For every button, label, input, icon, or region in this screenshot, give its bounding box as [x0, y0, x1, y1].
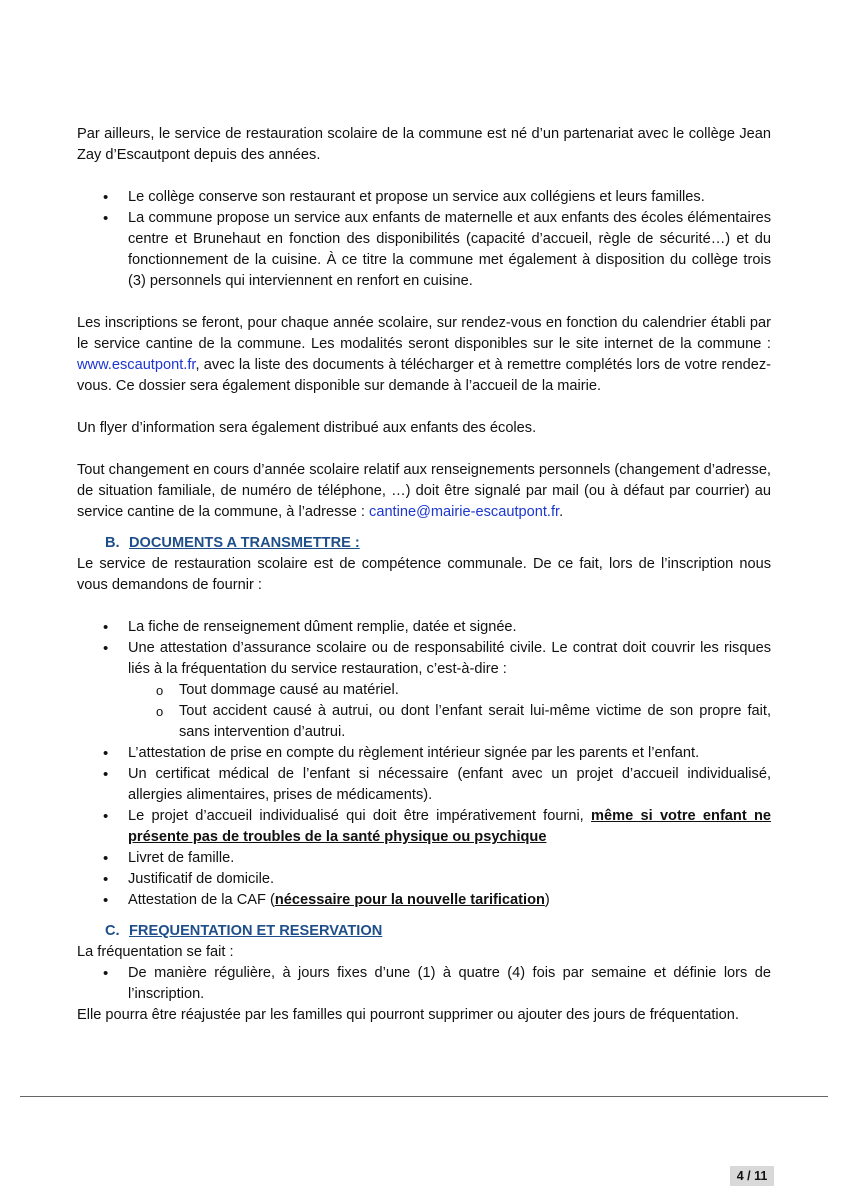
sub-list-item: o Tout dommage causé au matériel.: [128, 680, 771, 701]
document-body: [77, 124, 771, 1026]
list-item: [77, 890, 771, 911]
changes-paragraph: [77, 460, 771, 523]
inscriptions-paragraph: [77, 313, 771, 397]
section-b-heading: [77, 533, 771, 554]
website-link[interactable]: www.escautpont.fr: [77, 357, 196, 373]
intro-bullet-list: [77, 187, 771, 292]
inscriptions-text: Les inscriptions se feront, pour chaque année scolaire, sur rendez-vous en fonction du calendrier établi par le service cantine de la commune. Les modalités seront disponibles sur le site internet de la commune :: [77, 315, 771, 352]
flyer-paragraph: Un flyer d’information sera également distribué aux enfants des écoles.: [77, 420, 537, 436]
page-number: 4 / 11: [730, 1166, 774, 1186]
emphasis-text: même si votre enfant ne présente pas de troubles de la santé physique ou psychique: [128, 808, 772, 845]
list-item: • De manière régulière, à jours fixes d’une (1) à quatre (4) fois par semaine et définie lors de l’inscription.: [77, 963, 771, 1005]
section-c-outro: Elle pourra être réajustée par les familles qui pourront supprimer ou ajouter des jours de fréquentation.: [77, 1007, 739, 1023]
list-item: • La fiche de renseignement dûment remplie, datée et signée.: [77, 617, 771, 638]
section-c-title: FREQUENTATION ET RESERVATION: [129, 923, 383, 939]
list-item-text: Le projet d’accueil individualisé qui doit être impérativement fourni,: [128, 808, 592, 824]
footer-divider: [20, 1096, 828, 1097]
frequentation-list: [77, 963, 771, 1005]
list-item: • Justificatif de domicile.: [77, 869, 771, 890]
inscriptions-text-end: , avec la liste des documents à télécharger et à remettre complétés lors de votre rendez-vous. Ce dossier sera également disponible sur demande à l’accueil de la mairie.: [77, 357, 771, 394]
section-b-intro: Le service de restauration scolaire est de compétence communale. De ce fait, lors de l’inscription nous vous demandons de fournir :: [77, 556, 771, 593]
section-b-title: DOCUMENTS A TRANSMETTRE :: [129, 535, 360, 551]
section-c-heading: [77, 921, 771, 942]
list-item: • Le collège conserve son restaurant et propose un service aux collégiens et leurs familles.: [77, 187, 771, 208]
list-item: [77, 806, 771, 848]
email-link[interactable]: cantine@mairie-escautpont.fr: [369, 504, 560, 520]
list-item: • La commune propose un service aux enfants de maternelle et aux enfants des écoles élémentaires centre et Brunehaut en fonction des disponibilités (capacité d’accueil, règle de sécurité…) et du fonctionnement de la cuisine. À ce titre la commune met également à disposition du collège trois (3) personnels qui interviennent en renfort en cuisine.: [77, 208, 771, 292]
intro-paragraph: Par ailleurs, le service de restauration scolaire de la commune est né d’un partenariat avec le collège Jean Zay d’Escautpont depuis des années.: [77, 126, 771, 163]
emphasis-text: nécessaire pour la nouvelle tarification: [274, 892, 545, 908]
changes-text-end: .: [559, 504, 564, 520]
list-item-text-end: ): [544, 892, 550, 908]
changes-text: Tout changement en cours d’année scolaire relatif aux renseignements personnels (changement d’adresse, de situation familiale, de numéro de téléphone, …) doit être signalé par mail (ou à défaut par courrier) au service cantine de la commune, à l’adresse :: [77, 462, 771, 520]
list-item: • Livret de famille.: [77, 848, 771, 869]
list-item: [77, 638, 771, 743]
section-b-letter: B.: [105, 535, 120, 551]
list-item: • Un certificat médical de l’enfant si nécessaire (enfant avec un projet d’accueil individualisé, allergies alimentaires, prises de médicaments).: [77, 764, 771, 806]
section-c-intro: La fréquentation se fait :: [77, 944, 234, 960]
insurance-sublist: [128, 680, 771, 743]
documents-list: [77, 617, 771, 911]
list-item: • L’attestation de prise en compte du règlement intérieur signée par les parents et l’enfant.: [77, 743, 771, 764]
list-item-text: Une attestation d’assurance scolaire ou de responsabilité civile. Le contrat doit couvrir les risques liés à la fréquentation du service restauration, c’est-à-dire :: [128, 640, 771, 677]
list-item-text: Attestation de la CAF (: [128, 892, 275, 908]
section-c-letter: C.: [105, 923, 120, 939]
sub-list-item: o Tout accident causé à autrui, ou dont l’enfant serait lui-même victime de son propre fait, sans intervention d’autrui.: [128, 701, 771, 743]
